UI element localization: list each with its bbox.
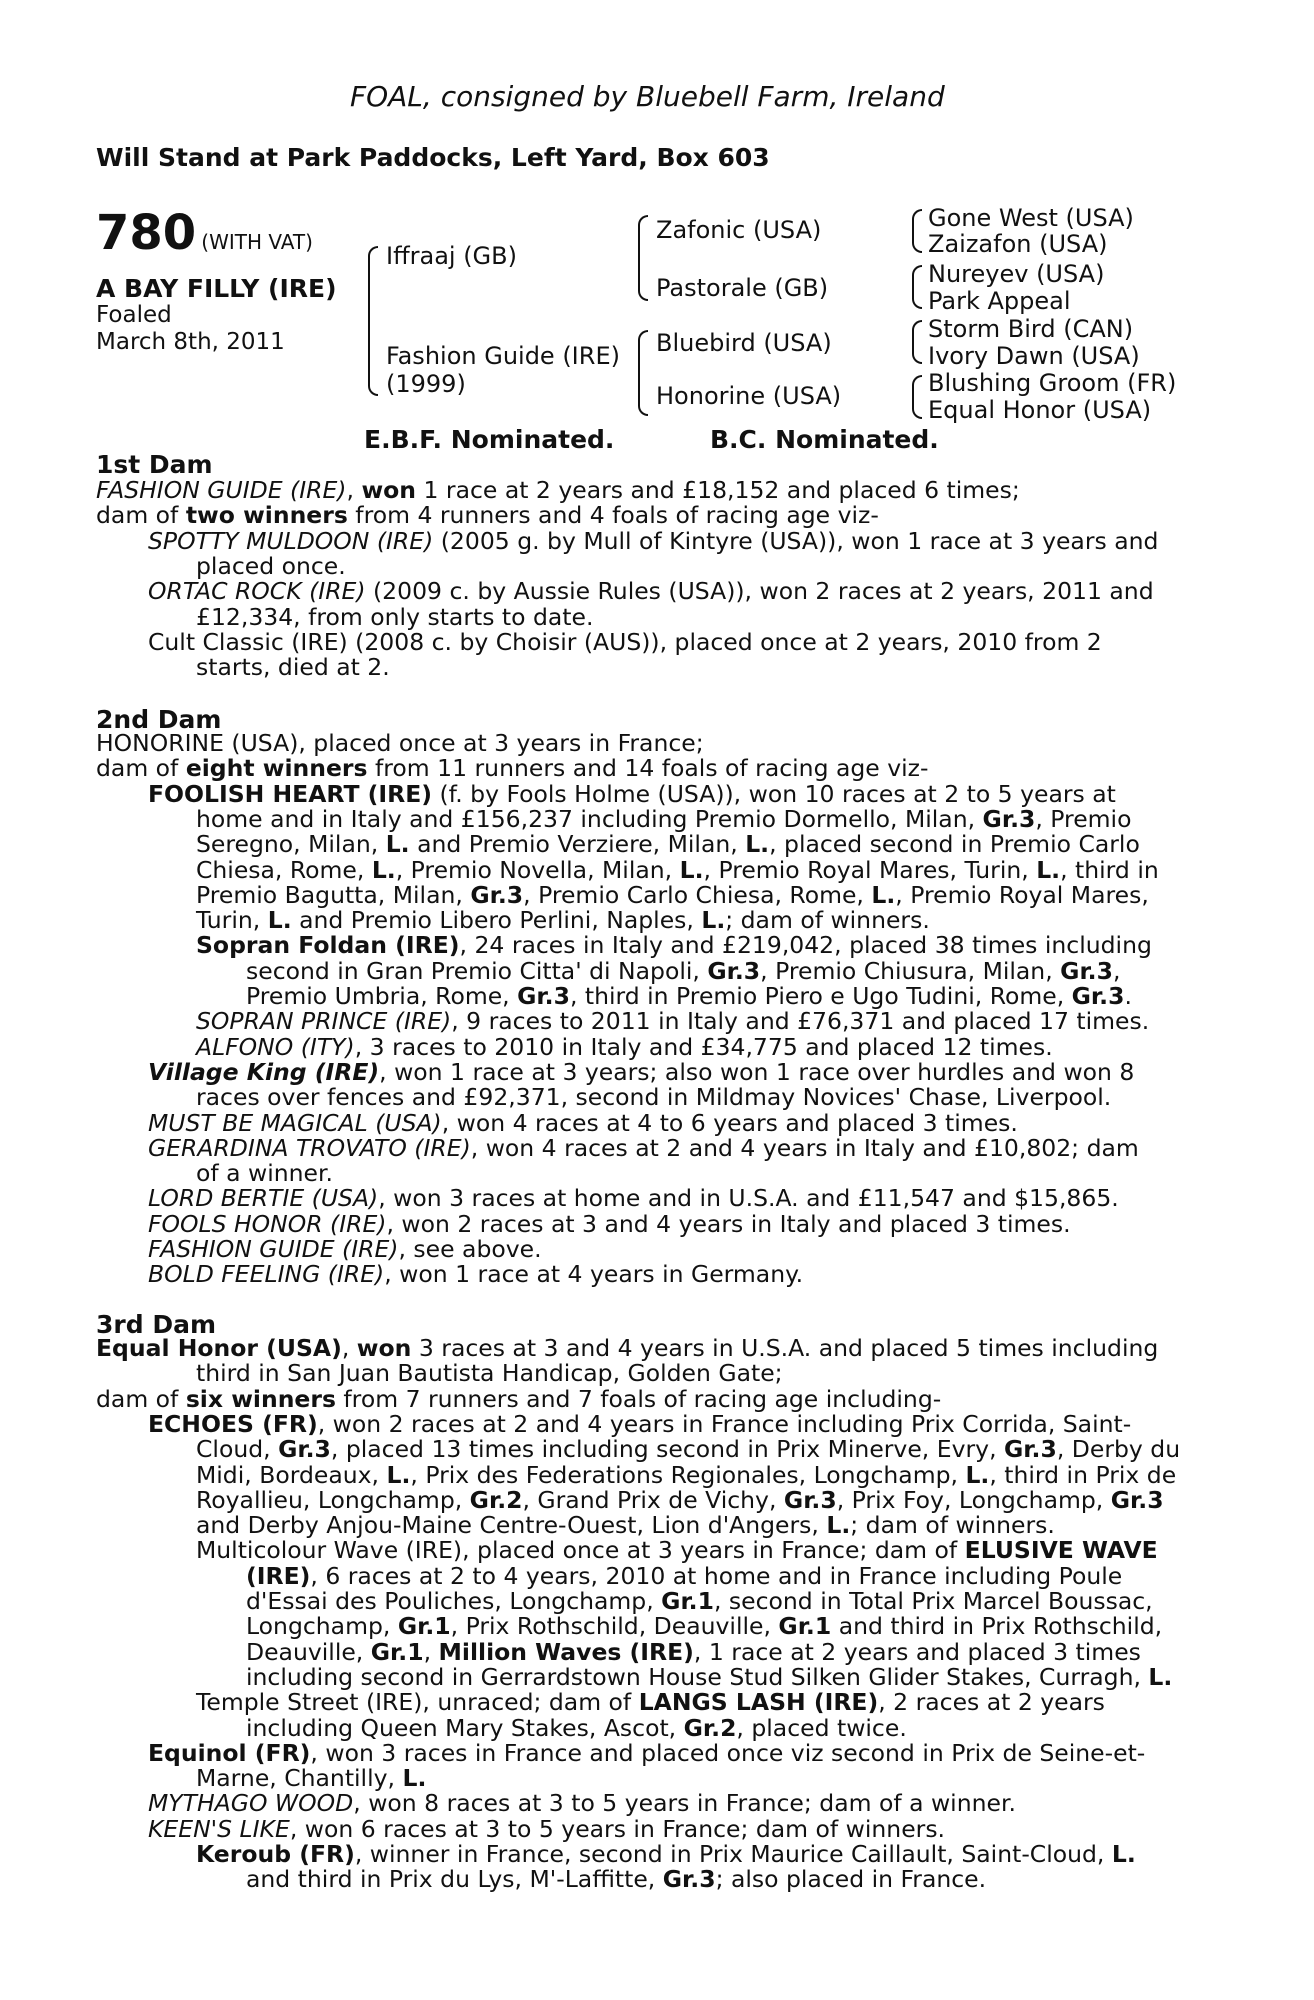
- vat-note: (WITH VAT): [201, 230, 313, 254]
- text-run: L.: [745, 830, 770, 858]
- text-run: , second in Total Prix Marcel Boussac,: [713, 1587, 1153, 1615]
- text-line: [148, 782, 1116, 807]
- text-line: [148, 1237, 542, 1262]
- pedigree-brace-parents: [368, 246, 378, 396]
- text-line: [148, 1741, 1145, 1766]
- text-line: [246, 1716, 907, 1741]
- text-run: , 24 races in Italy and £219,042, placed 38 times including: [459, 931, 1152, 959]
- consignment-title: FOAL, consigned by Bluebell Farm, Ireland: [350, 80, 945, 113]
- text-run: of a winner.: [196, 1159, 333, 1187]
- text-run: BOLD FEELING (IRE): [148, 1260, 385, 1288]
- text-run: HONORINE (USA), placed once at 3 years in France;: [96, 729, 704, 757]
- text-run: Keroub (FR): [196, 1840, 355, 1868]
- text-line: [246, 1867, 986, 1892]
- text-run: Gr.3: [1004, 1435, 1057, 1463]
- text-run: dam of: [96, 1385, 186, 1413]
- foaled-label: Foaled: [96, 302, 172, 328]
- text-run: , Derby du: [1056, 1435, 1181, 1463]
- text-run: Gr.3: [662, 1865, 716, 1893]
- text-run: (2005 g. by Mull of Kintyre (USA)), won 1 race at 3 years and: [433, 527, 1159, 555]
- text-line: [196, 858, 1159, 883]
- text-run: , third in Premio Piero e Ugo Tudini, Rome,: [569, 982, 1072, 1010]
- text-run: ; dam of winners.: [850, 1511, 1055, 1539]
- text-run: L.: [679, 856, 704, 884]
- text-run: L.: [267, 906, 292, 934]
- second-dam-section: [96, 731, 1206, 1291]
- text-line: [148, 1262, 803, 1287]
- text-run: and Premio Libero Perlini, Naples,: [291, 906, 702, 934]
- text-line: [196, 1842, 1136, 1867]
- text-run: , Prix des Federations Regionales, Longchamp,: [410, 1461, 966, 1489]
- text-run: , 6 races at 2 to 4 years, 2010 at home and in France including Poule: [310, 1562, 1123, 1590]
- text-run: , see above.: [398, 1235, 542, 1263]
- pedigree-brace-g1: [912, 209, 922, 253]
- text-run: home and in Italy and £156,237 including Premio Dormello, Milan,: [196, 805, 983, 833]
- text-run: FASHION GUIDE (IRE): [148, 1235, 399, 1263]
- text-line: [196, 883, 1149, 908]
- text-run: Cloud,: [196, 1435, 279, 1463]
- text-run: Gr.3: [470, 881, 524, 909]
- text-line: [196, 1361, 783, 1386]
- text-run: £12,334, from only starts to date.: [196, 603, 594, 631]
- text-run: Gr.1: [661, 1587, 714, 1615]
- text-run: Deauville,: [246, 1638, 371, 1666]
- text-run: MUST BE MAGICAL (USA): [148, 1109, 442, 1137]
- stand-location: Will Stand at Park Paddocks, Left Yard, Box 603: [96, 143, 770, 172]
- text-line: [196, 1085, 1111, 1110]
- text-line: [148, 630, 1102, 655]
- text-run: , Premio Novella, Milan,: [395, 856, 680, 884]
- text-run: L.: [701, 906, 726, 934]
- text-run: , Premio Royal Mares, Turin,: [703, 856, 1037, 884]
- text-line: [196, 1161, 333, 1186]
- pedigree-brace-g2: [912, 265, 922, 309]
- first-dam-heading: 1st Dam: [96, 450, 213, 479]
- text-run: Gr.1: [778, 1612, 832, 1640]
- text-line: [196, 1538, 1158, 1563]
- text-run: , Premio Carlo Chiesa, Rome,: [523, 881, 872, 909]
- text-run: ; dam of winners.: [725, 906, 930, 934]
- text-run: 1 race at 2 years and £18,152 and placed 6 times;: [416, 476, 1020, 504]
- text-line: [196, 807, 1131, 832]
- text-run: Premio Umbria, Rome,: [246, 982, 518, 1010]
- pedigree-brace-g3: [912, 320, 922, 364]
- text-run: ,: [341, 1334, 357, 1362]
- text-line: [196, 1513, 1055, 1538]
- text-run: , won 4 races at 2 and 4 years in Italy and £10,802; dam: [470, 1134, 1139, 1162]
- text-run: Seregno, Milan,: [196, 830, 386, 858]
- text-run: Sopran Foldan (IRE): [196, 931, 460, 959]
- text-line: [196, 1463, 1176, 1488]
- text-run: , won 8 races at 3 to 5 years in France; dam of a winner.: [353, 1789, 1016, 1817]
- text-run: Gr.3: [278, 1435, 331, 1463]
- text-run: races over fences and £92,371, second in Mildmay Novices' Chase, Liverpool.: [196, 1083, 1112, 1111]
- text-run: placed once.: [196, 552, 346, 580]
- pedigree-dam: Fashion Guide (IRE): [386, 342, 620, 370]
- text-run: ,: [1112, 957, 1121, 985]
- text-run: ,: [346, 476, 362, 504]
- text-run: , 9 races to 2011 in Italy and £76,371 and placed 17 times.: [451, 1007, 1150, 1035]
- text-run: Cult Classic (IRE) (2008 c. by Choisir (AUS)), placed once at 2 years, 2010 from 2: [148, 628, 1102, 656]
- text-run: Million Waves (IRE): [438, 1638, 694, 1666]
- text-run: KEEN'S LIKE: [148, 1815, 290, 1843]
- third-dam-heading: 3rd Dam: [96, 1310, 216, 1339]
- text-run: Multicolour Wave (IRE), placed once at 3 years in France; dam of: [196, 1536, 965, 1564]
- pedigree-g8: Equal Honor (USA): [928, 396, 1152, 424]
- text-line: [196, 655, 390, 680]
- text-run: , third in Prix de: [989, 1461, 1177, 1489]
- text-run: Equal Honor (USA): [96, 1334, 342, 1362]
- text-line: [246, 1614, 1162, 1639]
- text-line: [246, 1665, 1172, 1690]
- text-run: , Prix Rothschild, Deauville,: [450, 1612, 779, 1640]
- text-run: , won 4 races at 4 to 6 years and placed 3 times.: [441, 1109, 1018, 1137]
- bc-nominated: B.C. Nominated.: [710, 425, 939, 454]
- pedigree-sire: Iffraaj (GB): [386, 242, 517, 270]
- text-line: [148, 529, 1158, 554]
- lot-name: A BAY FILLY (IRE): [96, 274, 337, 303]
- text-run: , won 1 race at 3 years; also won 1 race over hurdles and won 8: [379, 1058, 1135, 1086]
- text-run: (IRE): [246, 1562, 311, 1590]
- text-run: , Grand Prix de Vichy,: [522, 1486, 784, 1514]
- text-line: [148, 1060, 1134, 1085]
- foaled-date: March 8th, 2011: [96, 329, 285, 355]
- text-run: , won 2 races at 3 and 4 years in Italy and placed 3 times.: [386, 1210, 1071, 1238]
- text-run: , third in: [1060, 856, 1159, 884]
- text-line: [148, 1186, 1119, 1211]
- pedigree-g7: Blushing Groom (FR): [928, 369, 1177, 397]
- text-run: , 2 races at 2 years: [878, 1688, 1105, 1716]
- text-run: won: [356, 1334, 412, 1362]
- text-run: ORTAC ROCK (IRE): [148, 577, 366, 605]
- text-run: and third in Prix Rothschild,: [831, 1612, 1163, 1640]
- text-run: L.: [871, 881, 896, 909]
- text-run: eight winners: [185, 754, 368, 782]
- text-run: , 1 race at 2 years and placed 3 times: [693, 1638, 1141, 1666]
- text-run: FOOLISH HEART (IRE): [148, 780, 433, 808]
- text-line: [246, 984, 1132, 1009]
- text-line: [196, 605, 593, 630]
- text-run: MYTHAGO WOOD: [148, 1789, 354, 1817]
- text-line: [148, 1212, 1071, 1237]
- text-run: L.: [1111, 1840, 1136, 1868]
- text-run: ; also placed in France.: [715, 1865, 987, 1893]
- text-line: [148, 1412, 1131, 1437]
- text-line: [96, 1387, 941, 1412]
- text-run: ALFONO (ITY): [196, 1033, 355, 1061]
- pedigree-g3: Nureyev (USA): [928, 260, 1105, 288]
- text-run: including Queen Mary Stakes, Ascot,: [246, 1714, 684, 1742]
- text-run: won: [361, 476, 417, 504]
- text-run: 3 races at 3 and 4 years in U.S.A. and placed 5 times including: [411, 1334, 1159, 1362]
- text-run: Gr.3: [982, 805, 1036, 833]
- text-run: from 4 runners and 4 foals of racing age viz-: [347, 501, 879, 529]
- text-run: , Premio: [1035, 805, 1132, 833]
- pedigree-g1: Gone West (USA): [928, 204, 1134, 232]
- text-line: [196, 1035, 1053, 1060]
- text-run: two winners: [185, 501, 348, 529]
- text-run: L.: [965, 1461, 990, 1489]
- text-run: Gr.3: [1071, 982, 1125, 1010]
- text-run: Temple Street (IRE), unraced; dam of: [196, 1688, 639, 1716]
- text-run: six winners: [185, 1385, 336, 1413]
- text-run: L.: [371, 856, 396, 884]
- text-run: Longchamp,: [246, 1612, 398, 1640]
- text-line: [196, 908, 930, 933]
- text-line: [246, 1564, 1122, 1589]
- pedigree-brace-dam: [638, 330, 648, 416]
- text-run: , won 3 races at home and in U.S.A. and £11,547 and $15,865.: [378, 1184, 1119, 1212]
- text-run: Premio Bagutta, Milan,: [196, 881, 471, 909]
- pedigree-dam-dam: Honorine (USA): [656, 382, 842, 410]
- text-run: , 3 races to 2010 in Italy and £34,775 and placed 12 times.: [354, 1033, 1053, 1061]
- text-run: from 7 runners and 7 foals of racing age including-: [335, 1385, 942, 1413]
- text-line: [148, 1817, 945, 1842]
- text-run: third in San Juan Bautista Handicap, Golden Gate;: [196, 1359, 783, 1387]
- text-run: L.: [826, 1511, 851, 1539]
- text-run: dam of: [96, 501, 186, 529]
- text-run: d'Essai des Pouliches, Longchamp,: [246, 1587, 662, 1615]
- text-line: [196, 832, 1140, 857]
- text-line: [148, 1111, 1018, 1136]
- text-run: , Premio Royal Mares,: [895, 881, 1149, 909]
- text-run: Gr.3: [707, 957, 761, 985]
- text-run: L.: [385, 830, 410, 858]
- text-line: [96, 756, 928, 781]
- second-dam-heading: 2nd Dam: [96, 705, 222, 734]
- text-run: Village King (IRE): [148, 1058, 380, 1086]
- text-run: Turin,: [196, 906, 268, 934]
- text-run: , winner in France, second in Prix Maurice Caillault, Saint-Cloud,: [354, 1840, 1112, 1868]
- text-run: , placed 13 times including second in Prix Minerve, Evry,: [330, 1435, 1005, 1463]
- text-run: , won 3 races in France and placed once viz second in Prix de Seine-et-: [310, 1739, 1146, 1767]
- pedigree-dam-year: (1999): [386, 370, 466, 398]
- text-line: [246, 959, 1120, 984]
- text-line: [148, 579, 1154, 604]
- text-run: Chiesa, Rome,: [196, 856, 372, 884]
- text-run: SOPRAN PRINCE (IRE): [196, 1007, 452, 1035]
- text-run: (2009 c. by Aussie Rules (USA)), won 2 races at 2 years, 2011 and: [365, 577, 1154, 605]
- text-run: and third in Prix du Lys, M'-Laffitte,: [246, 1865, 663, 1893]
- text-run: Gr.3: [1060, 957, 1113, 985]
- text-run: Gr.1: [370, 1638, 424, 1666]
- text-line: [96, 1336, 1158, 1361]
- text-line: [196, 1766, 426, 1791]
- text-run: ECHOES (FR): [148, 1410, 318, 1438]
- text-run: (f. by Fools Holme (USA)), won 10 races at 2 to 5 years at: [432, 780, 1116, 808]
- text-line: [96, 478, 1020, 503]
- text-run: , Prix Foy, Longchamp,: [836, 1486, 1111, 1514]
- text-run: Gr.3: [517, 982, 570, 1010]
- text-run: .: [1124, 982, 1132, 1010]
- text-run: LANGS LASH (IRE): [638, 1688, 879, 1716]
- text-run: Gr.1: [397, 1612, 451, 1640]
- pedigree-brace-sire: [638, 215, 648, 301]
- text-run: L.: [1036, 856, 1061, 884]
- text-run: LORD BERTIE (USA): [148, 1184, 379, 1212]
- pedigree-g6: Ivory Dawn (USA): [928, 342, 1140, 370]
- text-run: , placed twice.: [736, 1714, 907, 1742]
- text-run: Gr.2: [683, 1714, 737, 1742]
- text-line: [148, 1791, 1016, 1816]
- text-line: [246, 1589, 1153, 1614]
- text-run: starts, died at 2.: [196, 653, 390, 681]
- pedigree-sire-sire: Zafonic (USA): [656, 216, 822, 244]
- text-run: Gr.2: [469, 1486, 523, 1514]
- text-line: [246, 1640, 1141, 1665]
- text-run: Equinol (FR): [148, 1739, 311, 1767]
- text-run: FOOLS HONOR (IRE): [148, 1210, 387, 1238]
- text-line: [196, 1488, 1164, 1513]
- text-line: [96, 503, 879, 528]
- third-dam-section: [96, 1336, 1206, 1896]
- text-run: , won 1 race at 4 years in Germany.: [384, 1260, 804, 1288]
- text-run: ,: [423, 1638, 439, 1666]
- text-line: [196, 554, 346, 579]
- text-line: [196, 1437, 1180, 1462]
- text-run: , won 6 races at 3 to 5 years in France; dam of winners.: [289, 1815, 946, 1843]
- lot-number: 780: [96, 205, 197, 261]
- pedigree-brace-g4: [912, 375, 922, 419]
- text-run: L.: [1148, 1663, 1173, 1691]
- ebf-nominated: E.B.F. Nominated.: [364, 425, 615, 454]
- text-run: SPOTTY MULDOON (IRE): [148, 527, 434, 555]
- text-run: second in Gran Premio Citta' di Napoli,: [246, 957, 708, 985]
- pedigree-sire-dam: Pastorale (GB): [656, 274, 829, 302]
- lot-block: [96, 205, 313, 261]
- text-run: L.: [386, 1461, 411, 1489]
- text-run: and Premio Verziere, Milan,: [409, 830, 746, 858]
- pedigree-g2: Zaizafon (USA): [928, 230, 1108, 258]
- text-run: ELUSIVE WAVE: [964, 1536, 1158, 1564]
- text-run: Gr.3: [1110, 1486, 1164, 1514]
- text-run: including second in Gerrardstown House Stud Silken Glider Stakes, Curragh,: [246, 1663, 1149, 1691]
- pedigree-g5: Storm Bird (CAN): [928, 315, 1134, 343]
- text-run: GERARDINA TROVATO (IRE): [148, 1134, 471, 1162]
- text-run: , Premio Chiusura, Milan,: [760, 957, 1061, 985]
- text-line: [196, 1009, 1149, 1034]
- text-run: from 11 runners and 14 foals of racing age viz-: [367, 754, 929, 782]
- text-run: L.: [402, 1764, 427, 1792]
- pedigree-g4: Park Appeal: [928, 287, 1071, 315]
- text-run: Royallieu, Longchamp,: [196, 1486, 470, 1514]
- text-line: [196, 933, 1152, 958]
- first-dam-section: [96, 478, 1206, 688]
- text-line: [196, 1690, 1105, 1715]
- text-run: , placed second in Premio Carlo: [769, 830, 1140, 858]
- text-run: dam of: [96, 754, 186, 782]
- text-run: , won 2 races at 2 and 4 years in France including Prix Corrida, Saint-: [317, 1410, 1132, 1438]
- text-run: and Derby Anjou-Maine Centre-Ouest, Lion d'Angers,: [196, 1511, 827, 1539]
- text-run: Gr.3: [783, 1486, 837, 1514]
- text-run: FASHION GUIDE (IRE): [96, 476, 347, 504]
- pedigree-dam-sire: Bluebird (USA): [656, 329, 832, 357]
- text-line: [148, 1136, 1139, 1161]
- text-line: [96, 731, 704, 756]
- text-run: Marne, Chantilly,: [196, 1764, 403, 1792]
- text-run: Midi, Bordeaux,: [196, 1461, 387, 1489]
